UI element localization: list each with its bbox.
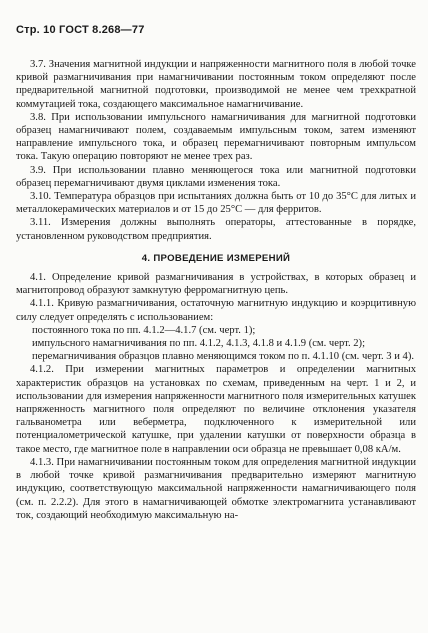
running-header: Стр. 10 ГОСТ 8.268—77: [16, 24, 145, 36]
paragraph-3-10: 3.10. Температура образцов при испытаниях должна быть от 10 до 35°С для литых и металлокерамических материалов и от 15 до 25°С — для ферритов.: [16, 191, 416, 216]
paragraph-3-9: 3.9. При использовании плавно меняющегося тока или магнитной подготовки образец перемагничивают двумя циклами изменения тока.: [16, 164, 416, 189]
paragraph-4-1-2: 4.1.2. При измерении магнитных параметров и определении магнитных характеристик образцов на установках по схемам, приведенным на черт. 1 и 2, и использовании для измерения напряженности магнитного поля измерительных катушек напряженность магнитного поля определяют по величине отклонения указателя гальванометра или веберметра, подключенного к измерительной или потенциалометрической катушке, при удалении катушки от поверхности образца в такое место, где магнитное поле в направлении оси образца не превышает 0,08 кА/м.: [16, 364, 416, 455]
paragraph-3-8: 3.8. При использовании импульсного намагничивания для магнитной подготовки образец намагничивают полем, создаваемым импульсным током, затем изменяют направление импульсного тока, и образец перемагничивают повторным импульсом тока. Такую операцию повторяют не менее трех раз.: [16, 111, 416, 163]
paragraph-4-1-1: 4.1.1. Кривую размагничивания, остаточную магнитную индукцию и коэрцитивную силу следует определять с использованием:: [16, 298, 416, 323]
section-title: 4. ПРОВЕДЕНИЕ ИЗМЕРЕНИЙ: [141, 252, 291, 264]
list-item-pulse: импульсного намагничивания по пп. 4.1.2, 4.1.3, 4.1.8 и 4.1.9 (см. черт. 2);: [32, 338, 366, 350]
paragraph-3-7: 3.7. Значения магнитной индукции и напряженности магнитного поля в любой точке кривой размагничивания при намагничивании постоянным током определяют после предварительной магнитной подготовки, производимой не менее чем трехкратной коммутацией тока, создающего максимальное намагничивание.: [16, 59, 416, 110]
list-item-smooth: перемагничивания образцов плавно меняющимся током по п. 4.1.10 (см. черт. 3 и 4).: [32, 351, 415, 363]
paragraph-4-1-3: 4.1.3. При намагничивании постоянным током для определения магнитной индукции в любой точке кривой размагничивания предварительно измеряют магнитную индукцию, соответствующую максимальной напряженности намагничивающего поля (см. п. 2.2.2). Для этого в намагничивающей обмотке электромагнита устанавливают ток, создающий необходимую максимальную на-: [16, 456, 416, 521]
paragraph-4-1: 4.1. Определение кривой размагничивания в устройствах, в которых образец и магнитопровод образуют замкнутую ферромагнитную цепь.: [16, 272, 416, 297]
list-item-dc: постоянного тока по пп. 4.1.2—4.1.7 (см. черт. 1);: [32, 324, 256, 336]
paragraph-3-11: 3.11. Измерения должны выполнять операторы, аттестованные в порядке, установленном руководством предприятия.: [16, 217, 416, 242]
document-body: [16, 58, 416, 522]
